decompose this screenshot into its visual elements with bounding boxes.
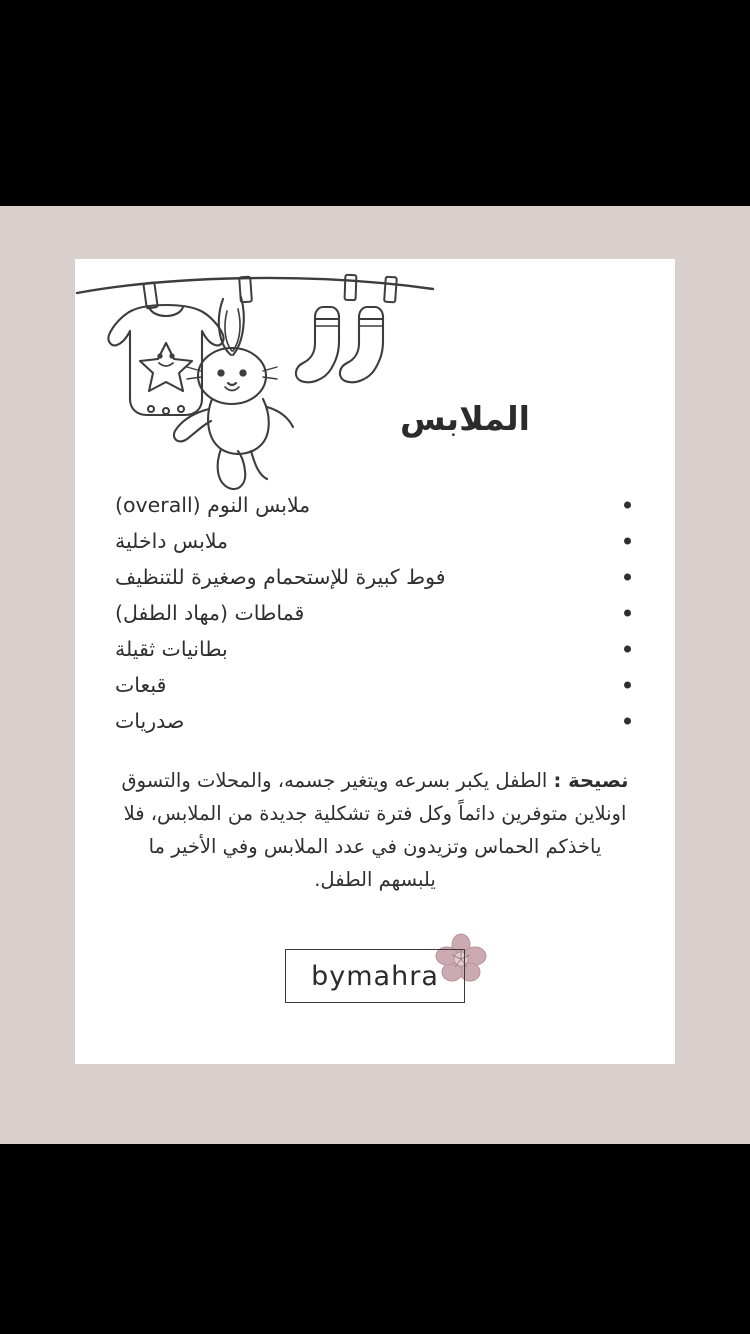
logo-text: bymahra: [311, 960, 439, 992]
list-item-label: قماطات (مهاد الطفل): [115, 601, 305, 625]
bullet-icon: [624, 718, 631, 725]
logo-area: [75, 939, 675, 1029]
list-item: [115, 631, 635, 667]
bullet-icon: [624, 610, 631, 617]
list-item-label: بطانيات ثقيلة: [115, 637, 228, 661]
tip-text: الطفل يكبر بسرعه ويتغير جسمه، والمحلات والتسوق اونلاين متوفرين دائماً وكل فترة تشكلية جديدة من الملابس، فلا ياخذكم الحماس وتزيدون في عدد الملابس وفي الأخير ما يلبسهم الطفل.: [121, 769, 627, 891]
letterbox-bottom: [0, 1144, 750, 1334]
list-item: [115, 595, 635, 631]
bullet-icon: [624, 682, 631, 689]
bullet-icon: [624, 538, 631, 545]
list-item: [115, 487, 635, 523]
list-item-label: فوط كبيرة للإستحمام وصغيرة للتنظيف: [115, 565, 446, 589]
content-card: [75, 259, 675, 1064]
list-item: [115, 667, 635, 703]
letterbox-top: [0, 0, 750, 206]
list-item: [115, 703, 635, 739]
clothesline-illustration: [75, 259, 435, 509]
list-item: [115, 559, 635, 595]
bullet-icon: [624, 646, 631, 653]
logo-frame: [285, 949, 465, 1003]
list-item-label: ملابس النوم (overall): [115, 493, 311, 517]
list-item: [115, 523, 635, 559]
tip-paragraph: [120, 764, 630, 896]
page-title: الملابس: [400, 399, 530, 438]
list-item-label: قبعات: [115, 673, 167, 697]
tip-label: نصيحة :: [553, 769, 629, 792]
list-item-label: صدريات: [115, 709, 185, 733]
list-item-label: ملابس داخلية: [115, 529, 229, 553]
clothes-list: [115, 487, 635, 739]
bullet-icon: [624, 502, 631, 509]
bullet-icon: [624, 574, 631, 581]
image-canvas: [0, 206, 750, 1144]
